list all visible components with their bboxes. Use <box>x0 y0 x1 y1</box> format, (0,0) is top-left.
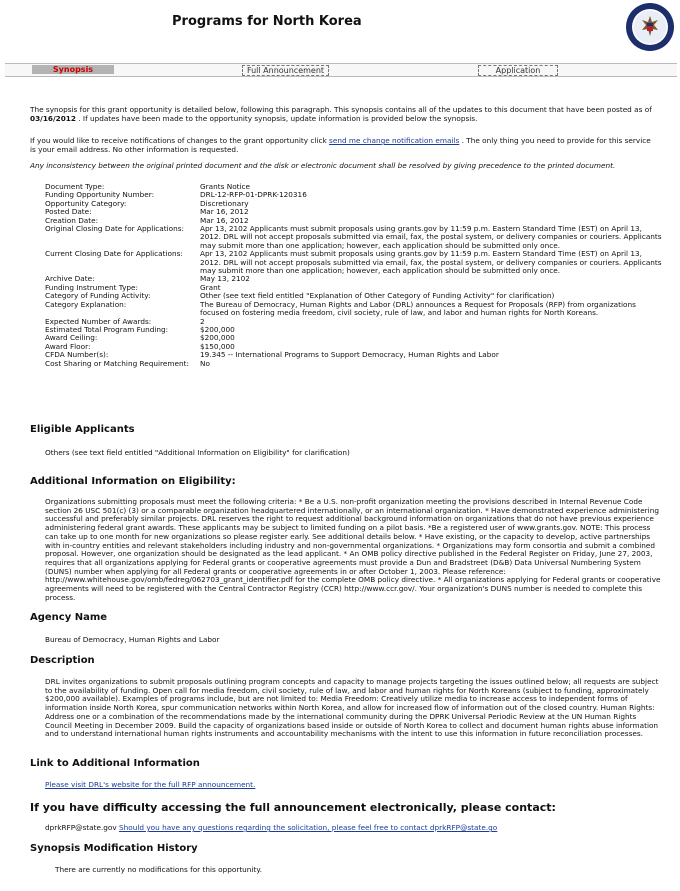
details-label: Award Ceiling: <box>45 333 98 343</box>
details-value: Grants Notice <box>200 182 251 191</box>
contact-heading: If you have difficulty accessing the full announcement electronically, please contact: <box>30 801 556 814</box>
details-label: Expected Number of Awards: <box>45 316 152 326</box>
tab-bar <box>5 63 677 77</box>
details-row <box>45 301 665 318</box>
details-label: Category of Funding Activity: <box>45 291 151 301</box>
details-label: Posted Date: <box>45 207 92 217</box>
department-seal-logo <box>625 2 675 52</box>
details-value: Grant <box>200 282 221 292</box>
agency-text: Bureau of Democracy, Human Rights and Labor <box>45 635 220 644</box>
details-value: Apr 13, 2102 Applicants must submit proposals using grants.gov by 11:59 p.m. Eastern Standard Time (EST) on April 13, 2012. DRL will not accept proposals submitted via email, fax, the postal system, or delivery companies or couriers. Applicants may submit more than one application; however, each application should be submitted only once. <box>200 249 662 276</box>
tab-synopsis[interactable]: Synopsis <box>32 65 114 74</box>
details-table <box>45 183 665 368</box>
tab-application[interactable]: Application <box>478 65 558 76</box>
details-value: DRL-12-RFP-01-DPRK-120316 <box>200 190 307 200</box>
history-heading: Synopsis Modification History <box>30 843 198 854</box>
details-label: Creation Date: <box>45 215 99 225</box>
details-value: 2 <box>200 316 205 326</box>
precedence-note: Any inconsistency between the original printed document and the disk or electronic document shall be resolved by giving precedence to the printed document. <box>30 161 616 170</box>
eligible-text: Others (see text field entitled "Additional Information on Eligibility" for clarification) <box>45 448 350 457</box>
eligible-heading: Eligible Applicants <box>30 424 135 435</box>
details-row <box>45 208 665 216</box>
details-row <box>45 360 665 368</box>
additional-heading: Additional Information on Eligibility: <box>30 476 236 487</box>
details-label: Funding Opportunity Number: <box>45 190 155 200</box>
details-value: $200,000 <box>200 333 235 343</box>
details-label: Original Closing Date for Applications: <box>45 224 185 234</box>
description-text: DRL invites organizations to submit proposals outlining program concepts and capacity to manage projects targeting the issues outlined below; all requests are subject to the availability of funding. Open call for media freedom, civil society, rule of law, and labor and human rights for North Koreans (subject to funding, approximately $200,000 available). Examples of programs include, but are not limited to: Media Freedom: Creatively utilize media to increase access to independent forms of information inside North Korea, spur communication networks within North Korea, and allow for increased flow of information out of the closed country. Human Rights: Address one or a combination of the recommendations made by the international community during the DPRK Universal Periodic Review at the UN Human Rights Council Meeting in December 2009. Build the capacity of organizations based inside or outside of North Korea to collect and document human rights abuse information and to understand international human rights instruments and accountability mechanisms with the intent to use this information in future reconciliation processes. <box>45 677 659 739</box>
details-value: Other (see text field entitled "Explanation of Other Category of Funding Activity" for clarification) <box>200 291 555 301</box>
details-row <box>45 200 665 208</box>
tab-full-announcement[interactable]: Full Announcement <box>242 65 329 76</box>
details-row <box>45 191 665 199</box>
contact-paragraph <box>45 824 665 833</box>
details-label: Estimated Total Program Funding: <box>45 324 169 334</box>
details-label: Document Type: <box>45 182 105 191</box>
link-heading: Link to Additional Information <box>30 758 200 769</box>
details-label: Opportunity Category: <box>45 198 127 208</box>
contact-link[interactable]: Should you have any questions regarding the solicitation, please feel free to contact dprkRFP@state.go <box>119 823 498 832</box>
details-value: The Bureau of Democracy, Human Rights and Labor (DRL) announces a Request for Proposals (RFP) from organizations focused on fostering media freedom, civil society, rule of law, and labor and human rights for North Koreans. <box>200 299 636 318</box>
details-label: Funding Instrument Type: <box>45 282 138 292</box>
details-value: 19.345 -- International Programs to Support Democracy, Human Rights and Labor <box>200 350 499 360</box>
details-label: Category Explanation: <box>45 299 127 309</box>
details-value: Mar 16, 2012 <box>200 215 249 225</box>
intro-paragraph: The synopsis for this grant opportunity is detailed below, following this paragraph. This synopsis contains all of the updates to this document that have been posted as of 03/16/2012 . If updates have been made to the opportunity synopsis, update information is provided below the synopsis. <box>30 105 652 123</box>
details-value: May 13, 2102 <box>200 274 250 284</box>
posted-date: 03/16/2012 <box>30 114 76 123</box>
notification-link[interactable]: send me change notification emails <box>329 136 460 145</box>
details-row <box>45 275 665 283</box>
link-paragraph <box>45 781 665 790</box>
contact-email: dprkRFP@state.gov <box>45 823 117 832</box>
page-title: Programs for North Korea <box>172 14 362 29</box>
notification-paragraph: If you would like to receive notifications of changes to the grant opportunity click send me change notification emails . The only thing you need to provide for this service is your email address. No other information is requested. <box>30 136 651 154</box>
details-row <box>45 334 665 342</box>
details-value: $200,000 <box>200 324 235 334</box>
details-label: Cost Sharing or Matching Requirement: <box>45 358 189 368</box>
description-heading: Description <box>30 655 95 666</box>
history-text: There are currently no modifications for this opportunity. <box>55 865 262 874</box>
additional-text: Organizations submitting proposals must meet the following criteria: * Be a U.S. non-profit organization meeting the provisions described in Internal Revenue Code section 26 USC 501(c) (3) or a comparable organization headquartered internationally, or an international organization. * Have demonstrated experience administering successful and preferably similar projects. DRL reserves the right to request additional background information on organizations that do not have previous experience administering federal grant awards. These applicants may be subject to limited funding on a pilot basis. *Be a registered user of www.grants.gov. NOTE: This process can take up to one month for new organizations so please register early. See additional details below. * Have existing, or the capacity to develop, active partnerships with in-country entities and relevant stakeholders including industry and non-governmental organizations. * Organizations may form consortia and submit a combined proposal. However, one organization should be designated as the lead applicant. * An OMB policy directive published in the Federal Register on Friday, June 27, 2003, requires that all organizations applying for Federal grants or cooperative agreements must provide a Dun and Bradstreet (D&B) Data Universal Numbering System (DUNS) number when applying for all Federal grants or cooperative agreements in or after October 1, 2003. Please reference: http://www.whitehouse.gov/omb/fedreg/062703_grant_identifier.pdf for the complete OMB policy directive. * All organizations applying for Federal grants or cooperative agreements will need to be registered with the Central Contractor Registry (CCR) http://www.ccr.gov/. Your organization's DUNS number is needed to complete this process. <box>45 497 661 602</box>
details-value: Mar 16, 2012 <box>200 207 249 217</box>
drl-website-link[interactable]: Please visit DRL's website for the full RFP announcement. <box>45 780 256 789</box>
details-value: Discretionary <box>200 198 249 208</box>
details-row <box>45 225 665 250</box>
details-label: Award Floor: <box>45 341 91 351</box>
details-row <box>45 250 665 275</box>
details-value: $150,000 <box>200 341 235 351</box>
details-label: Archive Date: <box>45 274 95 284</box>
agency-heading: Agency Name <box>30 612 108 623</box>
details-row <box>45 326 665 334</box>
details-label: CFDA Number(s): <box>45 350 109 360</box>
details-value: Apr 13, 2102 Applicants must submit proposals using grants.gov by 11:59 p.m. Eastern Standard Time (EST) on April 13, 2012. DRL will not accept proposals submitted via email, fax, the postal system, or delivery companies or couriers. Applicants may submit more than one application; however, each application should be submitted only once. <box>200 224 662 250</box>
details-value: No <box>200 358 210 368</box>
details-label: Current Closing Date for Applications: <box>45 249 183 259</box>
